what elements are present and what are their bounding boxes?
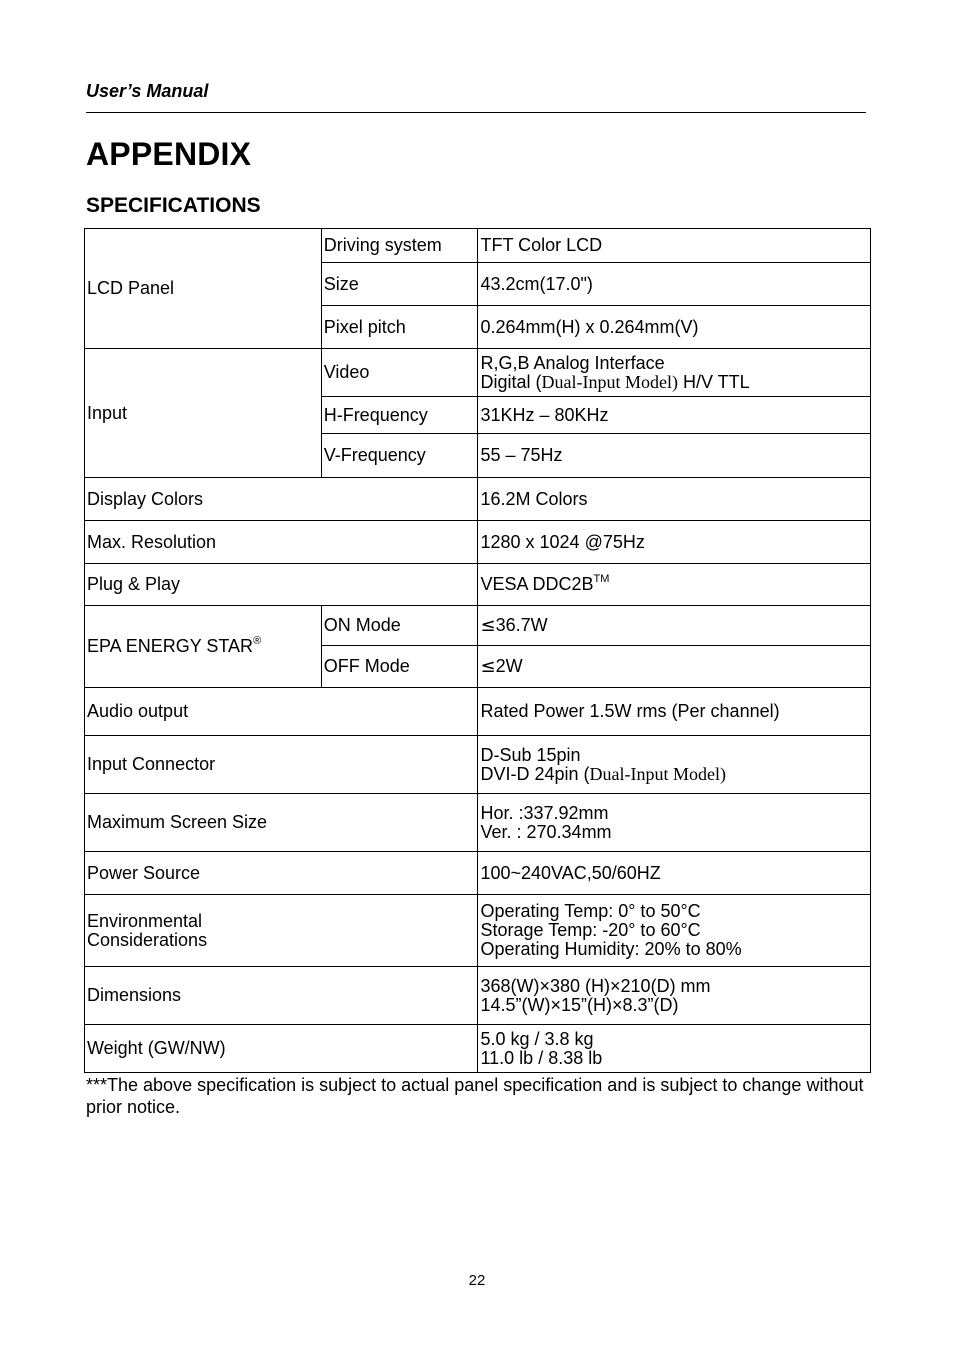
audio-output-label: Audio output xyxy=(85,688,478,736)
h-frequency-label: H-Frequency xyxy=(321,397,478,434)
input-connector-label: Input Connector xyxy=(85,736,478,794)
table-row xyxy=(85,564,871,606)
max-resolution-label: Max. Resolution xyxy=(85,521,478,564)
max-screen-size-value: Hor. :337.92mm Ver. : 270.34mm xyxy=(478,794,871,852)
trademark-mark: TM xyxy=(593,573,610,585)
header-divider xyxy=(86,112,866,113)
v-frequency-label: V-Frequency xyxy=(321,434,478,478)
display-colors-value: 16.2M Colors xyxy=(478,478,871,521)
max-resolution-value: 1280 x 1024 @75Hz xyxy=(478,521,871,564)
driving-system-label: Driving system xyxy=(321,229,478,263)
size-value: 43.2cm(17.0") xyxy=(478,263,871,306)
plug-and-play-label: Plug & Play xyxy=(85,564,478,606)
driving-system-value: TFT Color LCD xyxy=(478,229,871,263)
page-title: APPENDIX xyxy=(86,136,252,172)
weight-label: Weight (GW/NW) xyxy=(85,1025,478,1073)
specifications-table xyxy=(84,228,871,1073)
on-mode-label: ON Mode xyxy=(321,606,478,646)
video-line-2: Digital (Dual-Input Model) H/V TTL xyxy=(480,371,750,392)
table-row xyxy=(85,349,871,397)
table-row xyxy=(85,794,871,852)
table-row xyxy=(85,521,871,564)
table-row xyxy=(85,852,871,895)
audio-output-value: Rated Power 1.5W rms (Per channel) xyxy=(478,688,871,736)
energy-star-label: EPA ENERGY STAR® xyxy=(85,606,322,688)
h-frequency-value: 31KHz – 80KHz xyxy=(478,397,871,434)
table-row xyxy=(85,895,871,967)
display-colors-label: Display Colors xyxy=(85,478,478,521)
video-value xyxy=(478,349,871,397)
less-equal-icon: ≤ xyxy=(480,656,496,677)
running-header: User’s Manual xyxy=(86,81,209,101)
weight-value: 5.0 kg / 3.8 kg 11.0 lb / 8.38 lb xyxy=(478,1025,871,1073)
table-row xyxy=(85,606,871,646)
video-label: Video xyxy=(321,349,478,397)
pixel-pitch-label: Pixel pitch xyxy=(321,306,478,349)
off-mode-label: OFF Mode xyxy=(321,646,478,688)
less-equal-icon: ≤ xyxy=(480,615,496,636)
off-mode-value: ≤2W xyxy=(478,646,871,688)
plug-and-play-value: VESA DDC2B™ xyxy=(478,564,871,606)
power-source-label: Power Source xyxy=(85,852,478,895)
page-number: 22 xyxy=(468,1272,486,1289)
size-label: Size xyxy=(321,263,478,306)
input-label: Input xyxy=(85,349,322,478)
table-row xyxy=(85,1025,871,1073)
section-heading: SPECIFICATIONS xyxy=(86,194,261,217)
dimensions-label: Dimensions xyxy=(85,967,478,1025)
table-row xyxy=(85,967,871,1025)
v-frequency-value: 55 – 75Hz xyxy=(478,434,871,478)
dimensions-value: 368(W)×380 (H)×210(D) mm 14.5”(W)×15”(H)×8.3”(D) xyxy=(478,967,871,1025)
table-row xyxy=(85,478,871,521)
table-row xyxy=(85,736,871,794)
input-connector-value: D-Sub 15pin DVI-D 24pin (Dual-Input Model) xyxy=(478,736,871,794)
table-row xyxy=(85,688,871,736)
power-source-value: 100~240VAC,50/60HZ xyxy=(478,852,871,895)
pixel-pitch-value: 0.264mm(H) x 0.264mm(V) xyxy=(478,306,871,349)
registered-mark: ® xyxy=(253,635,262,647)
table-row xyxy=(85,229,871,263)
footnote: ***The above specification is subject to actual panel specification and is subject to change without prior notice. xyxy=(86,1075,864,1117)
environmental-value: Operating Temp: 0° to 50°C Storage Temp: -20° to 60°C Operating Humidity: 20% to 80% xyxy=(478,895,871,967)
max-screen-size-label: Maximum Screen Size xyxy=(85,794,478,852)
video-line-1: R,G,B Analog Interface xyxy=(480,352,665,373)
lcd-panel-label: LCD Panel xyxy=(85,229,322,349)
environmental-label: Environmental Considerations xyxy=(85,895,478,967)
on-mode-value: ≤36.7W xyxy=(478,606,871,646)
